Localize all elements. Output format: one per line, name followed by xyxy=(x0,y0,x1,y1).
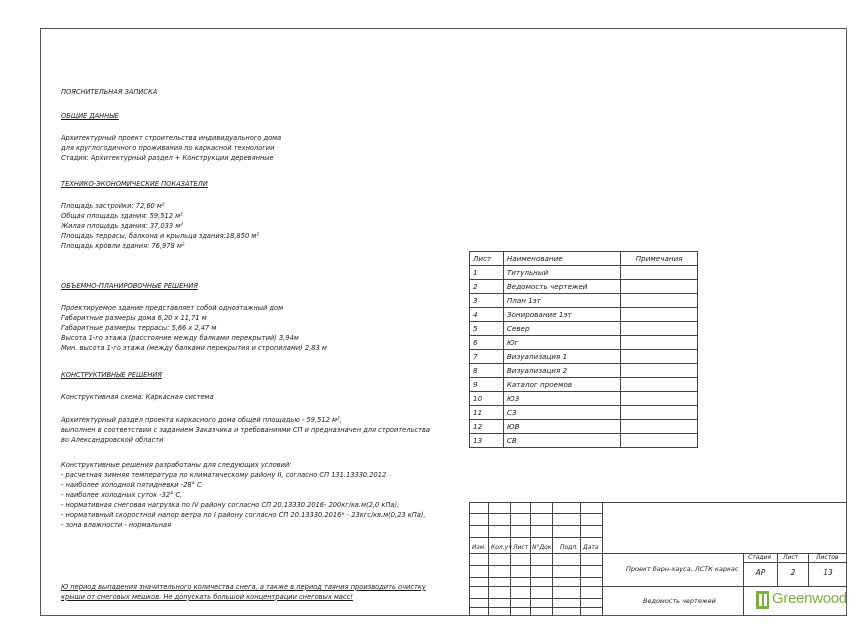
sheet-value: 2 xyxy=(790,568,796,577)
cell-number: 2 xyxy=(470,280,504,294)
plan-heading: ОБЪЕМНО-ПЛАНИРОВОЧНЫЕ РЕШЕНИЯ xyxy=(61,281,198,290)
cell-note xyxy=(621,364,698,378)
text-line: для круглогодичного проживания по каркасной технологии xyxy=(61,143,275,152)
text-line: Площадь террасы, балкона и крыльца здания:18,850 м² xyxy=(61,231,259,240)
table-row xyxy=(470,280,698,294)
cell-number: 5 xyxy=(470,322,504,336)
col-label: Изм. xyxy=(472,544,487,551)
col-label: Подп. xyxy=(560,544,579,551)
text-line: Общая площадь здания: 59,512 м² xyxy=(61,211,183,220)
header-cell: Примечания xyxy=(621,252,698,266)
cell-name: Титульный xyxy=(503,266,621,280)
constr-heading: КОНСТРУКТИВНЫЕ РЕШЕНИЯ xyxy=(61,370,162,379)
cell-name: СЗ xyxy=(503,406,621,420)
sheet-label: Лист xyxy=(783,554,799,561)
table-row xyxy=(470,392,698,406)
cell-note xyxy=(621,308,698,322)
col-label: Лист xyxy=(513,544,529,551)
stamp-line xyxy=(602,502,603,616)
stage-value: АР xyxy=(755,568,766,577)
col-label: Кол.уч xyxy=(491,544,512,551)
constr-paragraph xyxy=(61,415,430,445)
cell-name: Визуализация 2 xyxy=(503,364,621,378)
table-row xyxy=(470,406,698,420)
cell-number: 3 xyxy=(470,294,504,308)
conditions-paragraph xyxy=(61,460,426,530)
stamp-line xyxy=(469,586,847,587)
table-row xyxy=(470,336,698,350)
cell-name: ЮЗ xyxy=(503,392,621,406)
cell-note xyxy=(621,294,698,308)
text-line: Мин. высота 1-го этажа (между балками перекрытия и стропилами) 2,83 м xyxy=(61,343,327,352)
cell-number: 11 xyxy=(470,406,504,420)
text-line: Стадия: Архитектурный раздел + Конструкции деревянные xyxy=(61,153,274,162)
cell-number: 10 xyxy=(470,392,504,406)
cell-name: План 1эт xyxy=(503,294,621,308)
cell-name: Север xyxy=(503,322,621,336)
text-line: Ю период выпадения значительного количества снега, а также в период таяния производить очистку xyxy=(61,582,426,591)
text-line: - нормативная снеговая нагрузка по IV району согласно СП 20.13330.2016- 200кг/кв.м(2,0 кПа), xyxy=(61,500,400,509)
col-label: Дата xyxy=(583,544,599,551)
table-row xyxy=(470,364,698,378)
cell-note xyxy=(621,378,698,392)
cell-number: 13 xyxy=(470,434,504,448)
text-line: Площадь кровли здания: 76,978 м² xyxy=(61,241,185,250)
stamp-line xyxy=(743,562,847,563)
text-line: Габаритные размеры террасы: 5,66 х 2,47 м xyxy=(61,323,217,332)
header-cell: Наименование xyxy=(503,252,621,266)
cell-name: ЮВ xyxy=(503,420,621,434)
tech-heading: ТЕХНИКО-ЭКОНОМИЧЕСКИЕ ПОКАЗАТЕЛИ xyxy=(61,179,208,188)
text-line: - наиболее холодной пятидневки -28° С xyxy=(61,480,202,489)
cell-number: 4 xyxy=(470,308,504,322)
cell-number: 9 xyxy=(470,378,504,392)
text-line: во Александровской области xyxy=(61,435,164,444)
text-line: - расчетная зимняя температура по климатическому району II, согласно СП 131.13330.2012 xyxy=(61,470,387,479)
stamp-border xyxy=(469,502,847,503)
cell-note xyxy=(621,434,698,448)
snow-warning xyxy=(61,582,426,602)
general-paragraph xyxy=(61,133,281,163)
text-line: Конструктивные решения разработаны для следующих условий: xyxy=(61,460,292,469)
cell-name: Зонирование 1эт xyxy=(503,308,621,322)
cell-note xyxy=(621,350,698,364)
table-row xyxy=(470,378,698,392)
cell-name: Ведомость чертежей xyxy=(503,280,621,294)
col-label: N°Док xyxy=(532,544,552,551)
table-header-row xyxy=(470,252,698,266)
cell-note xyxy=(621,322,698,336)
cell-number: 8 xyxy=(470,364,504,378)
stage-label: Стадия xyxy=(748,554,772,561)
text-line: - зона влажности - нормальная xyxy=(61,520,172,529)
text-line: выполнен в соответствии с заданием Заказчика и требованиями СП и предназначен для строительства xyxy=(61,425,430,434)
cell-number: 12 xyxy=(470,420,504,434)
sheets-value: 13 xyxy=(823,568,833,577)
text-line: Архитектурный раздел проекта каркасного дома общей площадью - 59,512 м², xyxy=(61,415,342,424)
header-cell: Лист xyxy=(470,252,504,266)
text-line: Проектируемое здание представляет собой одноэтажный дом xyxy=(61,303,284,312)
table-row xyxy=(470,434,698,448)
cell-note xyxy=(621,420,698,434)
cell-name: Визуализация 1 xyxy=(503,350,621,364)
stamp-line xyxy=(580,502,581,616)
stamp-line xyxy=(488,502,489,616)
table-row xyxy=(470,420,698,434)
text-line: - нормативный скоростной напор ветра по I району согласно СП 20.13330.2016* - 23кгс/кв.м(0,23 кПа), xyxy=(61,510,426,519)
text-line: крыши от снеговых мешков. Не допускать большой концентрации снеговых масс! xyxy=(61,592,353,601)
text-line: Жилая площадь здания: 37,033 м² xyxy=(61,221,183,230)
cell-number: 1 xyxy=(470,266,504,280)
table-row xyxy=(470,266,698,280)
cell-number: 6 xyxy=(470,336,504,350)
stamp-line xyxy=(510,502,511,616)
logo-text: Greenwood xyxy=(772,590,847,607)
cell-name: Каталог проемов xyxy=(503,378,621,392)
text-line: Архитектурный проект строительства индивидуального дома xyxy=(61,133,282,142)
plan-paragraph xyxy=(61,303,327,353)
constr-scheme: Конструктивная схема: Каркасная система xyxy=(61,392,214,401)
table-row xyxy=(470,350,698,364)
table-row xyxy=(470,308,698,322)
text-line: - наиболее холодных суток -32° С, xyxy=(61,490,183,499)
cell-note xyxy=(621,392,698,406)
cell-note xyxy=(621,336,698,350)
table-row xyxy=(470,294,698,308)
sheet-name: Ведомость чертежей xyxy=(643,597,716,605)
note-title: ПОЯСНИТЕЛЬНАЯ ЗАПИСКА xyxy=(61,87,158,96)
text-line: Высота 1-го этажа (расстояние между балками перекрытий) 3,94м xyxy=(61,333,299,342)
sheets-label: Листов xyxy=(816,554,839,561)
cell-note xyxy=(621,266,698,280)
text-line: Площадь застройки: 72,60 м² xyxy=(61,201,165,210)
cell-note xyxy=(621,406,698,420)
stamp-line xyxy=(552,502,553,616)
text-line: Габаритные размеры дома 6,20 х 11,71 м xyxy=(61,313,207,322)
tech-paragraph xyxy=(61,201,259,251)
cell-number: 7 xyxy=(470,350,504,364)
general-heading: ОБЩИЕ ДАННЫЕ xyxy=(61,111,119,120)
cell-note xyxy=(621,280,698,294)
project-name: Проект барн-хауса. ЛСТК каркас xyxy=(626,565,739,573)
sheet-list-table xyxy=(469,251,698,448)
table-row xyxy=(470,322,698,336)
cell-name: Юг xyxy=(503,336,621,350)
cell-name: СВ xyxy=(503,434,621,448)
stamp-line xyxy=(530,502,531,616)
